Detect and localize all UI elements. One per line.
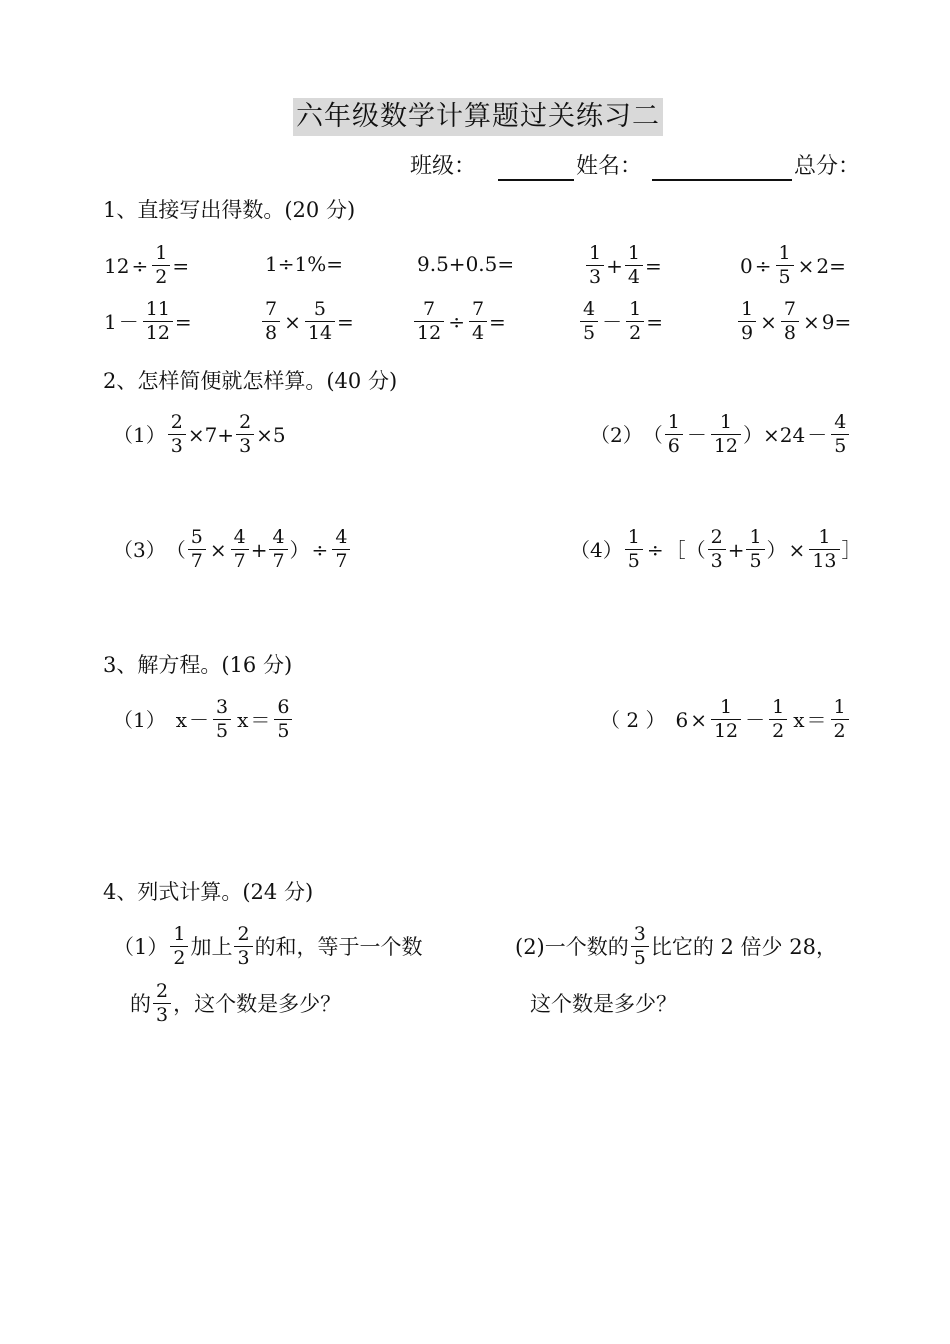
numerator: 1 (155, 242, 168, 264)
equals-sign: = (489, 309, 506, 334)
name-blank[interactable] (652, 179, 792, 181)
fraction (708, 527, 726, 572)
right-paren: ） (289, 537, 310, 562)
right-bracket: ］ (841, 537, 862, 562)
numerator: 7 (265, 298, 278, 320)
name-label: 姓名： (576, 154, 643, 179)
fraction (305, 299, 335, 344)
q1-item-d (584, 243, 662, 288)
q2-problem-1 (113, 412, 286, 457)
fraction (332, 527, 350, 572)
numerator: 1 (833, 696, 846, 718)
q4-word-problem-2-line-1 (515, 924, 837, 969)
fraction (831, 697, 849, 742)
minus-sign: － (745, 707, 766, 732)
numerator: 4 (834, 411, 847, 433)
number: 12 (104, 253, 130, 278)
denominator: 12 (143, 321, 173, 344)
equals-sign: = (646, 309, 663, 334)
denominator: 3 (168, 434, 186, 457)
fraction (234, 924, 252, 969)
q4-word-problem-1-line-2 (130, 981, 341, 1026)
class-label: 班级： (410, 154, 477, 179)
problem-text: 加上 (190, 934, 233, 959)
denominator: 2 (170, 946, 188, 969)
multiply-sign: × (797, 253, 815, 278)
denominator: 9 (738, 321, 756, 344)
fraction (746, 527, 764, 572)
divide-sign: ÷ (131, 253, 149, 278)
denominator: 13 (809, 549, 839, 572)
left-bracket: ［ (665, 537, 686, 562)
problem-text: 的 (130, 991, 151, 1016)
q1-item-h (412, 299, 506, 344)
multiply-sign: × (788, 537, 806, 562)
q1-item-b: 1÷1%= (265, 252, 343, 276)
fraction (809, 527, 839, 572)
problem-label: （ 2 ） (600, 707, 666, 732)
numerator: 2 (239, 411, 252, 433)
section-3-heading: 3、解方程。(16 分) (103, 653, 293, 677)
numerator: 7 (471, 298, 485, 320)
tail: 9= (821, 309, 852, 334)
problem-label: （1） (113, 422, 166, 447)
number: 0 (740, 253, 753, 278)
denominator: 6 (665, 434, 683, 457)
fraction (625, 243, 643, 288)
equals-sign: = (644, 253, 662, 278)
numerator: 3 (633, 923, 646, 945)
denominator: 12 (414, 321, 444, 344)
numerator: 2 (237, 923, 250, 945)
left-paren: （ (642, 422, 663, 447)
numerator: 1 (749, 526, 762, 548)
fraction (213, 697, 231, 742)
divide-sign: ÷ (646, 537, 664, 562)
numerator: 6 (277, 696, 290, 718)
problem-text: ，这个数是多少？ (173, 991, 342, 1016)
expression-text: ×24 (763, 422, 806, 447)
minus-sign: － (807, 422, 828, 447)
minus-sign: － (118, 309, 139, 334)
numerator: 1 (627, 242, 640, 264)
variable-x: x (237, 707, 249, 732)
fraction (769, 697, 787, 742)
expression-text: ×5 (256, 422, 286, 447)
denominator: 5 (213, 719, 231, 742)
q1-item-e (740, 243, 846, 288)
q4-word-problem-1-line-1 (113, 924, 423, 969)
fraction (469, 299, 487, 344)
fraction (711, 697, 741, 742)
minus-sign: － (602, 309, 623, 334)
denominator: 5 (831, 434, 849, 457)
denominator: 5 (631, 946, 649, 969)
numerator: 4 (583, 298, 596, 320)
problem-label: （1） (113, 934, 169, 959)
problem-label: （2） (590, 422, 643, 447)
numerator: 2 (170, 411, 183, 433)
denominator: 7 (269, 549, 287, 572)
denominator: 5 (625, 549, 643, 572)
variable-x: x (175, 707, 188, 732)
q3-equation-1 (113, 697, 294, 742)
left-paren: （ (685, 537, 706, 562)
fraction (580, 299, 598, 344)
numerator: 3 (216, 696, 229, 718)
multiply-sign: × (209, 537, 227, 562)
divide-sign: ÷ (311, 537, 329, 562)
fraction (665, 412, 683, 457)
divide-sign: ÷ (754, 253, 772, 278)
equals-sign: = (172, 253, 190, 278)
q1-item-j (736, 299, 851, 344)
number: 6 (675, 707, 689, 732)
denominator: 7 (188, 549, 206, 572)
score-label: 总分： (794, 154, 861, 179)
numerator: 1 (719, 411, 732, 433)
denominator: 4 (469, 321, 487, 344)
denominator: 14 (305, 321, 335, 344)
denominator: 2 (831, 719, 849, 742)
q2-problem-4 (570, 527, 862, 572)
denominator: 3 (708, 549, 726, 572)
numerator: 4 (335, 526, 348, 548)
problem-label: (2)一个数的 (515, 934, 629, 959)
denominator: 5 (580, 321, 598, 344)
fraction (631, 924, 649, 969)
denominator: 3 (236, 434, 254, 457)
equals-sign: ＝ (250, 707, 271, 732)
fraction (586, 243, 604, 288)
tail: 2= (816, 253, 846, 278)
q2-problem-3 (113, 527, 352, 572)
numerator: 1 (629, 298, 642, 320)
denominator: 8 (262, 321, 280, 344)
problem-label: （1） (113, 707, 166, 732)
q2-problem-2 (590, 412, 851, 457)
problem-label: （3） (113, 537, 166, 562)
q1-item-f (104, 299, 192, 344)
fraction (153, 981, 171, 1026)
numerator: 1 (589, 242, 602, 264)
denominator: 3 (153, 1003, 171, 1026)
fraction (625, 527, 643, 572)
fraction (414, 299, 444, 344)
denominator: 5 (274, 719, 292, 742)
numerator: 5 (313, 298, 326, 320)
denominator: 12 (711, 434, 741, 457)
numerator: 4 (272, 526, 285, 548)
number: 1 (104, 309, 117, 334)
denominator: 7 (231, 549, 249, 572)
problem-label: （4） (570, 537, 623, 562)
multiply-sign: × (284, 309, 301, 334)
fraction (231, 527, 249, 572)
fraction (170, 924, 188, 969)
section-4-heading: 4、列式计算。(24 分) (103, 880, 314, 904)
fraction (274, 697, 292, 742)
denominator: 3 (586, 265, 604, 288)
minus-sign: － (189, 707, 210, 732)
numerator: 1 (778, 242, 791, 264)
numerator: 7 (783, 298, 796, 320)
fraction (738, 299, 756, 344)
fraction (152, 243, 170, 288)
expression-text: ×7+ (187, 422, 235, 447)
equals-sign: ＝ (806, 707, 827, 732)
right-paren: ） (743, 422, 764, 447)
problem-text: 比它的 2 倍少 28， (650, 934, 837, 959)
numerator: 2 (156, 980, 169, 1002)
variable-x: x (793, 707, 805, 732)
problem-text: 的和，等于一个数 (254, 934, 423, 959)
page-title: 六年级数学计算题过关练习二 (293, 98, 663, 136)
multiply-sign: × (760, 309, 777, 334)
denominator: 12 (711, 719, 741, 742)
right-paren: ） (766, 537, 787, 562)
q1-item-i (578, 299, 663, 344)
fraction (168, 412, 186, 457)
fraction (711, 412, 741, 457)
q1-item-a (104, 243, 189, 288)
q1-item-g (260, 299, 354, 344)
minus-sign: － (686, 422, 707, 447)
numerator: 1 (772, 696, 785, 718)
numerator: 11 (145, 298, 170, 320)
fraction (776, 243, 794, 288)
denominator: 4 (625, 265, 643, 288)
plus-sign: + (250, 537, 268, 562)
left-paren: （ (165, 537, 186, 562)
equals-sign: = (337, 309, 354, 334)
fraction (236, 412, 254, 457)
denominator: 3 (234, 946, 252, 969)
denominator: 2 (152, 265, 170, 288)
fraction (781, 299, 799, 344)
multiply-sign: × (690, 707, 707, 732)
denominator: 5 (776, 265, 794, 288)
numerator: 1 (627, 526, 640, 548)
fraction (626, 299, 644, 344)
fraction (831, 412, 849, 457)
numerator: 1 (741, 298, 754, 320)
numerator: 4 (233, 526, 246, 548)
class-blank[interactable] (498, 179, 574, 181)
divide-sign: ÷ (448, 309, 465, 334)
numerator: 7 (423, 298, 436, 320)
fraction (262, 299, 280, 344)
plus-sign: + (606, 253, 623, 278)
numerator: 1 (667, 411, 680, 433)
fraction (188, 527, 206, 572)
denominator: 2 (626, 321, 644, 344)
numerator: 2 (710, 526, 723, 548)
denominator: 7 (332, 549, 350, 572)
multiply-sign: × (802, 309, 820, 334)
section-1-heading: 1、直接写出得数。(20 分) (103, 198, 356, 222)
fraction (143, 299, 173, 344)
numerator: 1 (818, 526, 831, 548)
plus-sign: + (727, 537, 745, 562)
equals-sign: = (174, 309, 192, 334)
denominator: 8 (781, 321, 799, 344)
section-2-heading: 2、怎样简便就怎样算。(40 分) (103, 369, 398, 393)
numerator: 1 (173, 923, 186, 945)
q1-item-c: 9.5+0.5= (417, 252, 515, 276)
q4-word-problem-2-line-2: 这个数是多少？ (530, 992, 677, 1016)
numerator: 5 (190, 526, 203, 548)
denominator: 5 (746, 549, 764, 572)
fraction (269, 527, 287, 572)
numerator: 1 (720, 696, 733, 718)
q3-equation-2 (600, 697, 851, 742)
denominator: 2 (769, 719, 787, 742)
